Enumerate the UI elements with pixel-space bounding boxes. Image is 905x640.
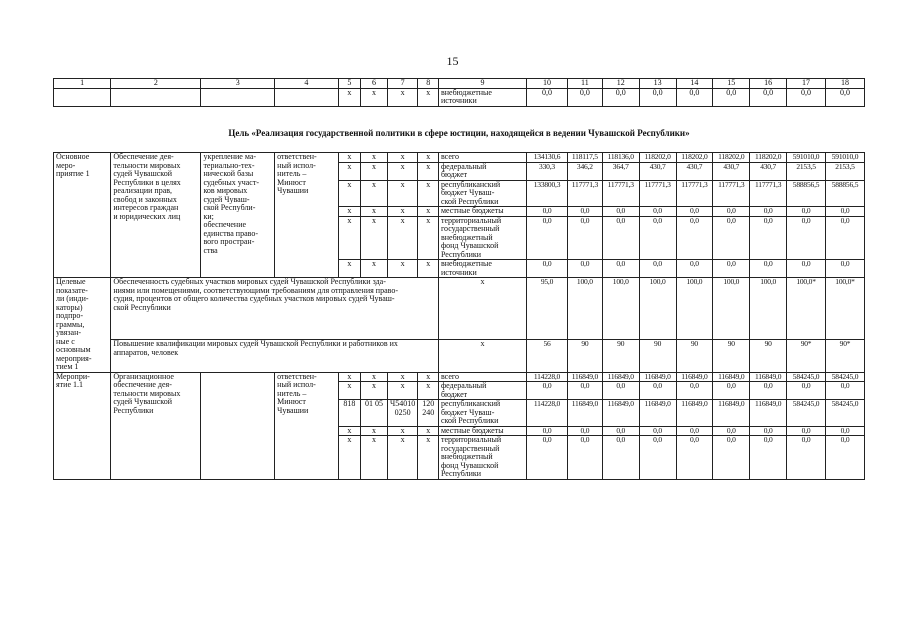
- value-cell: 0,0: [602, 216, 639, 260]
- value-cell: 0,0: [750, 382, 787, 400]
- code-cell: x: [387, 153, 418, 163]
- value-cell: 584245,0: [825, 400, 864, 427]
- value-cell: 116849,0: [567, 400, 602, 427]
- value-cell: 118202,0: [750, 153, 787, 163]
- column-number: 12: [602, 79, 639, 89]
- value-cell: 90: [713, 340, 750, 372]
- value-cell: 346,2: [567, 162, 602, 180]
- code-cell: x: [338, 382, 361, 400]
- value-cell: 0,0: [676, 216, 713, 260]
- code-cell: x: [361, 180, 388, 207]
- value-cell: 118202,0: [713, 153, 750, 163]
- source-cell: республиканский бюджет Чуваш- ской Республики: [438, 180, 526, 207]
- code-cell: x: [438, 278, 526, 340]
- value-cell: 90: [602, 340, 639, 372]
- source-cell: внебюджетные источники: [438, 260, 526, 278]
- code-cell: 01 05: [361, 400, 388, 427]
- column-number: 9: [438, 79, 526, 89]
- value-cell: 0,0: [787, 436, 826, 480]
- value-cell: 100,0: [713, 278, 750, 340]
- measure-task: [201, 372, 275, 479]
- value-cell: 0,0: [713, 88, 750, 106]
- source-cell: федеральный бюджет: [438, 162, 526, 180]
- value-cell: 90: [676, 340, 713, 372]
- code-cell: x: [338, 162, 361, 180]
- value-cell: 0,0: [639, 260, 676, 278]
- value-cell: 0,0: [602, 382, 639, 400]
- code-cell: Ч54010 0250: [387, 400, 418, 427]
- value-cell: 90: [750, 340, 787, 372]
- value-cell: 0,0: [527, 436, 568, 480]
- column-number: 1: [54, 79, 111, 89]
- code-cell: x: [338, 180, 361, 207]
- goal-title: Цель «Реализация государственной политики в сфере юстиции, находящейся в ведении Чувашской Республики»: [228, 128, 690, 138]
- measure-description: Обеспечение дея- тельности мировых судей Чувашской Республики в целях реализации прав, свобод и законных интересов граждан и юридических лиц: [111, 153, 201, 278]
- value-cell: 0,0: [750, 426, 787, 436]
- code-cell: x: [418, 382, 438, 400]
- value-cell: 0,0: [567, 207, 602, 217]
- value-cell: 0,0: [602, 426, 639, 436]
- code-cell: x: [418, 372, 438, 382]
- target-row: [54, 340, 865, 372]
- column-number: 11: [567, 79, 602, 89]
- code-cell: x: [418, 426, 438, 436]
- value-cell: 117771,3: [639, 180, 676, 207]
- code-cell: x: [387, 216, 418, 260]
- value-cell: 588856,5: [825, 180, 864, 207]
- value-cell: 0,0: [787, 382, 826, 400]
- value-cell: 0,0: [825, 382, 864, 400]
- column-number: 8: [418, 79, 438, 89]
- column-number: 14: [676, 79, 713, 89]
- value-cell: 0,0: [825, 426, 864, 436]
- column-number: 2: [111, 79, 201, 89]
- code-cell: x: [338, 372, 361, 382]
- value-cell: 2153,5: [825, 162, 864, 180]
- column-number: 18: [825, 79, 864, 89]
- code-cell: x: [418, 260, 438, 278]
- value-cell: 95,0: [527, 278, 568, 340]
- value-cell: 116849,0: [750, 372, 787, 382]
- code-cell: x: [387, 207, 418, 217]
- code-cell: x: [361, 426, 388, 436]
- value-cell: 100,0: [639, 278, 676, 340]
- column-number: 6: [361, 79, 388, 89]
- value-cell: 0,0: [713, 436, 750, 480]
- value-cell: 0,0: [567, 382, 602, 400]
- responsible-executor: ответствен- ный испол- нитель – Минюст Чувашии: [275, 372, 338, 479]
- empty-cell: [54, 88, 111, 106]
- value-cell: 118202,0: [639, 153, 676, 163]
- value-cell: 0,0: [639, 216, 676, 260]
- code-cell: x: [387, 382, 418, 400]
- code-cell: x: [387, 88, 418, 106]
- target-description: Повышение квалификации мировых судей Чувашской Республики и работников их аппаратов, человек: [111, 340, 439, 372]
- value-cell: 133800,3: [527, 180, 568, 207]
- value-cell: 0,0: [527, 382, 568, 400]
- value-cell: 116849,0: [567, 372, 602, 382]
- value-cell: 0,0: [750, 207, 787, 217]
- code-cell: 818: [338, 400, 361, 427]
- value-cell: 100,0: [602, 278, 639, 340]
- value-cell: 0,0: [567, 216, 602, 260]
- code-cell: x: [387, 162, 418, 180]
- code-cell: x: [418, 436, 438, 480]
- column-number: 13: [639, 79, 676, 89]
- value-cell: 116849,0: [713, 400, 750, 427]
- code-cell: x: [418, 153, 438, 163]
- value-cell: 0,0: [825, 207, 864, 217]
- code-cell: x: [387, 180, 418, 207]
- value-cell: 116849,0: [713, 372, 750, 382]
- value-cell: 116849,0: [676, 400, 713, 427]
- code-cell: x: [361, 382, 388, 400]
- value-cell: 0,0: [527, 207, 568, 217]
- value-cell: 0,0: [787, 88, 826, 106]
- header-row: [54, 79, 865, 89]
- value-cell: 584245,0: [825, 372, 864, 382]
- value-cell: 330,3: [527, 162, 568, 180]
- table-row: [54, 88, 865, 106]
- code-cell: x: [438, 340, 526, 372]
- code-cell: 120 240: [418, 400, 438, 427]
- code-cell: x: [418, 180, 438, 207]
- value-cell: 118136,0: [602, 153, 639, 163]
- value-cell: 90*: [787, 340, 826, 372]
- source-cell: федеральный бюджет: [438, 382, 526, 400]
- value-cell: 118117,5: [567, 153, 602, 163]
- value-cell: 0,0: [567, 88, 602, 106]
- value-cell: 0,0: [676, 436, 713, 480]
- header-table: [53, 78, 865, 107]
- value-cell: 0,0: [639, 382, 676, 400]
- value-cell: 0,0: [676, 426, 713, 436]
- measure-title: Основное меро- приятие 1: [54, 153, 111, 278]
- value-cell: 100,0: [676, 278, 713, 340]
- page-number: 15: [446, 54, 459, 68]
- measure-description: Организационное обеспечение дея- тельности мировых судей Чувашской Республики: [111, 372, 201, 479]
- value-cell: 134130,6: [527, 153, 568, 163]
- code-cell: x: [418, 216, 438, 260]
- measure-title: Меропри- ятие 1.1: [54, 372, 111, 479]
- value-cell: 90: [567, 340, 602, 372]
- value-cell: 0,0: [750, 216, 787, 260]
- column-number: 4: [275, 79, 338, 89]
- value-cell: 116849,0: [602, 400, 639, 427]
- code-cell: x: [338, 216, 361, 260]
- value-cell: 0,0: [676, 207, 713, 217]
- value-cell: 117771,3: [750, 180, 787, 207]
- value-cell: 0,0: [713, 207, 750, 217]
- value-cell: 591010,0: [825, 153, 864, 163]
- column-number: 5: [338, 79, 361, 89]
- source-cell: местные бюджеты: [438, 426, 526, 436]
- code-cell: x: [361, 162, 388, 180]
- value-cell: 117771,3: [602, 180, 639, 207]
- code-cell: x: [361, 88, 388, 106]
- code-cell: x: [361, 260, 388, 278]
- source-cell: республиканский бюджет Чуваш- ской Республики: [438, 400, 526, 427]
- value-cell: 0,0: [750, 436, 787, 480]
- code-cell: x: [418, 207, 438, 217]
- value-cell: 118202,0: [676, 153, 713, 163]
- source-cell: местные бюджеты: [438, 207, 526, 217]
- value-cell: 0,0: [639, 436, 676, 480]
- code-cell: x: [338, 436, 361, 480]
- value-cell: 0,0: [639, 88, 676, 106]
- code-cell: x: [418, 88, 438, 106]
- column-number: 10: [527, 79, 568, 89]
- value-cell: 100,0: [750, 278, 787, 340]
- value-cell: 430,7: [639, 162, 676, 180]
- value-cell: 0,0: [825, 88, 864, 106]
- code-cell: x: [338, 260, 361, 278]
- value-cell: 0,0: [602, 207, 639, 217]
- column-number: 15: [713, 79, 750, 89]
- code-cell: x: [361, 372, 388, 382]
- value-cell: 588856,5: [787, 180, 826, 207]
- value-cell: 90: [639, 340, 676, 372]
- value-cell: 0,0: [750, 88, 787, 106]
- code-cell: x: [387, 372, 418, 382]
- value-cell: 0,0: [527, 216, 568, 260]
- value-cell: 430,7: [676, 162, 713, 180]
- value-cell: 117771,3: [567, 180, 602, 207]
- value-cell: 114228,0: [527, 372, 568, 382]
- code-cell: x: [361, 216, 388, 260]
- value-cell: 0,0: [602, 436, 639, 480]
- code-cell: x: [361, 153, 388, 163]
- value-cell: 0,0: [676, 88, 713, 106]
- column-number: 17: [787, 79, 826, 89]
- value-cell: 0,0: [676, 382, 713, 400]
- value-cell: 0,0: [639, 426, 676, 436]
- value-cell: 0,0: [713, 426, 750, 436]
- value-cell: 0,0: [639, 207, 676, 217]
- value-cell: 0,0: [825, 216, 864, 260]
- code-cell: x: [361, 436, 388, 480]
- value-cell: 0,0: [787, 260, 826, 278]
- table-row: [54, 372, 865, 382]
- value-cell: 116849,0: [602, 372, 639, 382]
- value-cell: 430,7: [713, 162, 750, 180]
- source-cell: всего: [438, 153, 526, 163]
- program-table: [53, 152, 865, 480]
- value-cell: 0,0: [527, 426, 568, 436]
- value-cell: 0,0: [825, 436, 864, 480]
- source-cell: территориальный государственный внебюджетный фонд Чувашской Республики: [438, 436, 526, 480]
- value-cell: 584245,0: [787, 372, 826, 382]
- value-cell: 0,0: [567, 426, 602, 436]
- value-cell: 116849,0: [639, 372, 676, 382]
- value-cell: 100,0: [567, 278, 602, 340]
- value-cell: 116849,0: [750, 400, 787, 427]
- empty-cell: [201, 88, 275, 106]
- empty-cell: [111, 88, 201, 106]
- value-cell: 0,0: [713, 260, 750, 278]
- value-cell: 90*: [825, 340, 864, 372]
- value-cell: 0,0: [713, 216, 750, 260]
- targets-title: Целевые показате- ли (инди- каторы) подпро- граммы, увязан- ные с основным мероприя- тием 1: [54, 278, 111, 373]
- value-cell: 0,0: [602, 88, 639, 106]
- column-number: 16: [750, 79, 787, 89]
- empty-cell: [275, 88, 338, 106]
- value-cell: 0,0: [787, 216, 826, 260]
- code-cell: x: [338, 207, 361, 217]
- column-number: 3: [201, 79, 275, 89]
- table-row: [54, 153, 865, 163]
- value-cell: 0,0: [602, 260, 639, 278]
- source-cell: внебюджетные источники: [438, 88, 526, 106]
- code-cell: x: [387, 436, 418, 480]
- value-cell: 0,0: [567, 260, 602, 278]
- value-cell: 0,0: [787, 426, 826, 436]
- value-cell: 584245,0: [787, 400, 826, 427]
- value-cell: 0,0: [676, 260, 713, 278]
- source-cell: территориальный государственный внебюджетный фонд Чувашской Республики: [438, 216, 526, 260]
- code-cell: x: [361, 207, 388, 217]
- value-cell: 114228,0: [527, 400, 568, 427]
- value-cell: 0,0: [750, 260, 787, 278]
- value-cell: 116849,0: [639, 400, 676, 427]
- code-cell: x: [418, 162, 438, 180]
- value-cell: 0,0: [825, 260, 864, 278]
- target-description: Обеспеченность судебных участков мировых судей Чувашской Республики зда- ниями или помещениями, соответствующими требованиям для отправления право- судия, процентов от общего количества судебных участков мировых судей Чуваш- ской Республики: [111, 278, 439, 340]
- measure-task: укрепление ма- териально-тех- нической базы судебных участ- ков мировых судей Чуваш- ской Республи- ки; обеспечение единства право- вого простран- ства: [201, 153, 275, 278]
- value-cell: 0,0: [567, 436, 602, 480]
- code-cell: x: [387, 426, 418, 436]
- value-cell: 100,0*: [825, 278, 864, 340]
- value-cell: 364,7: [602, 162, 639, 180]
- code-cell: x: [338, 153, 361, 163]
- value-cell: 430,7: [750, 162, 787, 180]
- value-cell: 2153,5: [787, 162, 826, 180]
- source-cell: всего: [438, 372, 526, 382]
- value-cell: 117771,3: [713, 180, 750, 207]
- value-cell: 117771,3: [676, 180, 713, 207]
- responsible-executor: ответствен- ный испол- нитель – Минюст Чувашии: [275, 153, 338, 278]
- code-cell: x: [387, 260, 418, 278]
- code-cell: x: [338, 88, 361, 106]
- value-cell: 116849,0: [676, 372, 713, 382]
- value-cell: 591010,0: [787, 153, 826, 163]
- value-cell: 0,0: [713, 382, 750, 400]
- value-cell: 56: [527, 340, 568, 372]
- value-cell: 100,0*: [787, 278, 826, 340]
- value-cell: 0,0: [527, 260, 568, 278]
- code-cell: x: [338, 426, 361, 436]
- target-row: [54, 278, 865, 340]
- column-number: 7: [387, 79, 418, 89]
- value-cell: 0,0: [527, 88, 568, 106]
- value-cell: 0,0: [787, 207, 826, 217]
